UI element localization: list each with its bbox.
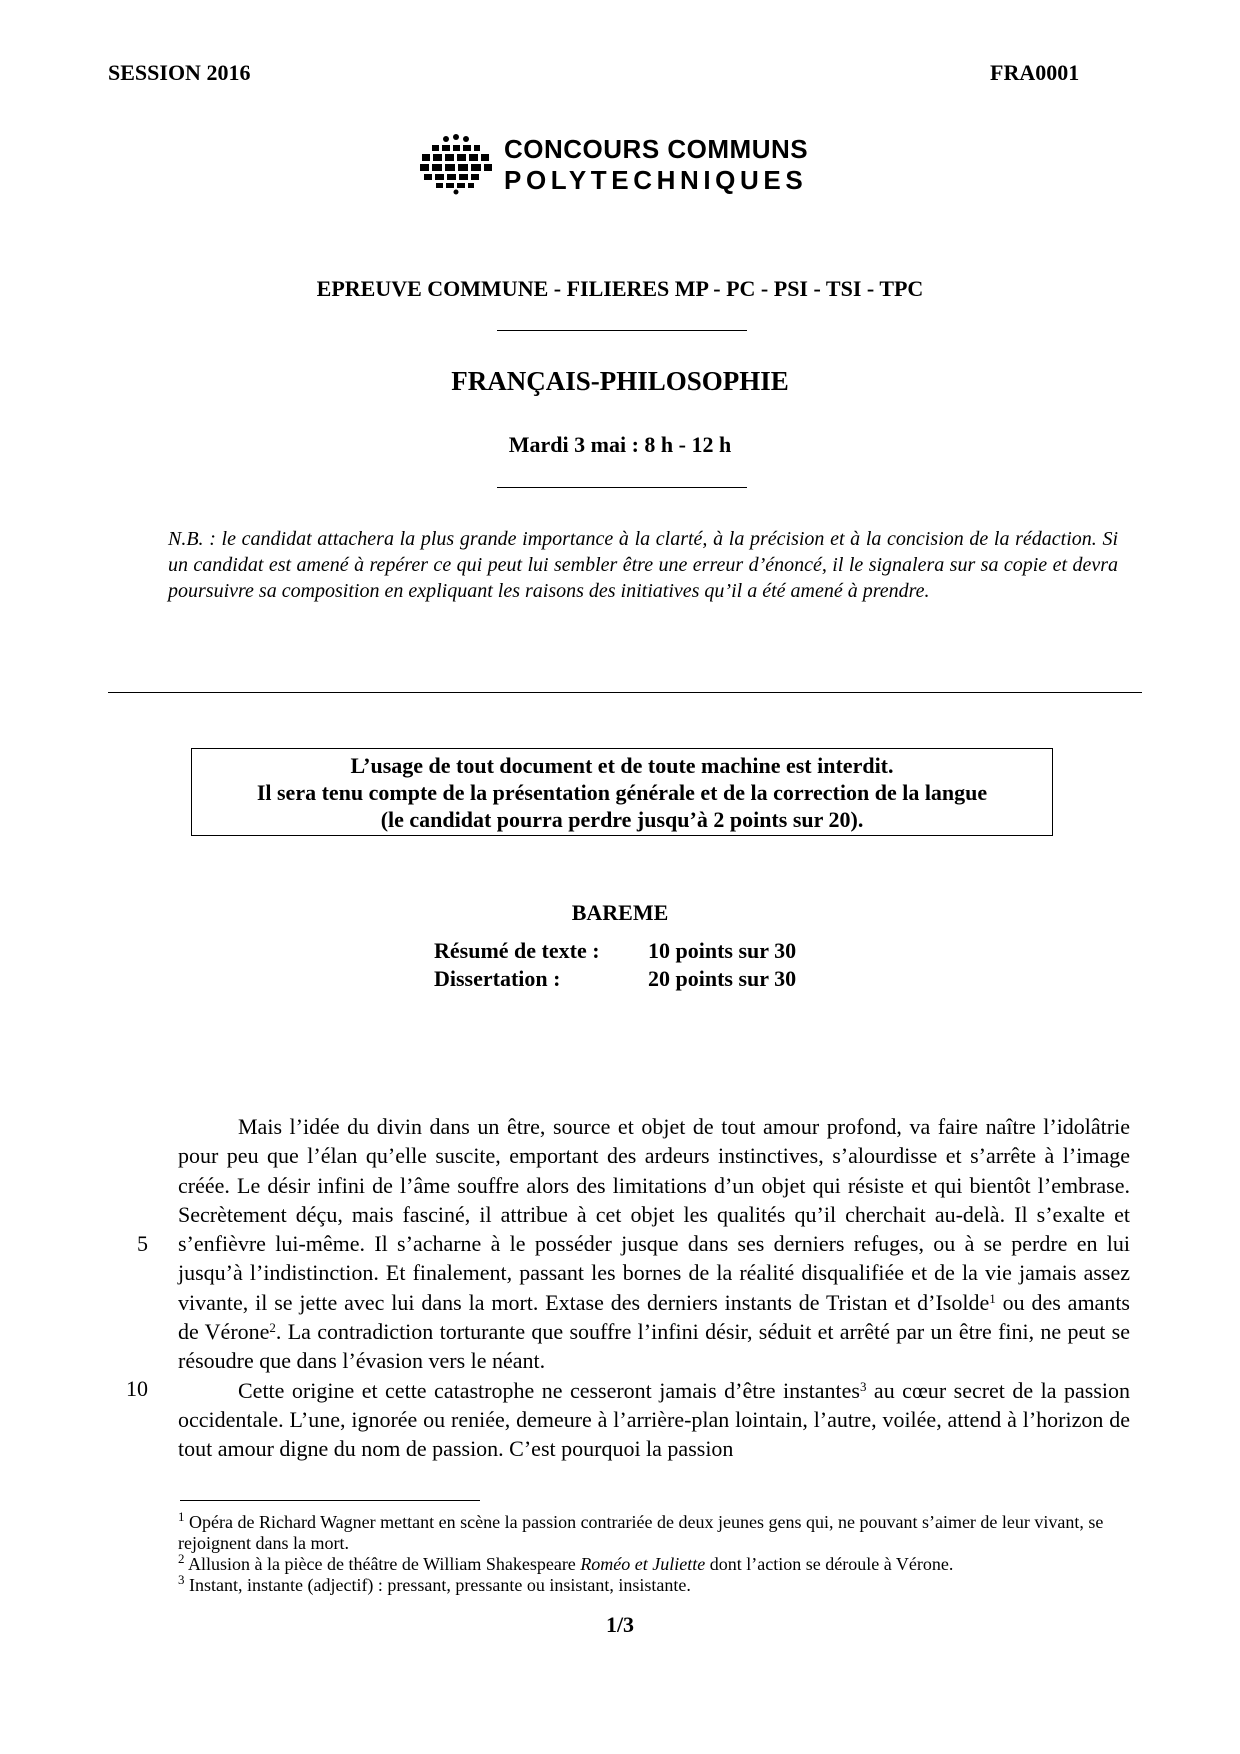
exam-date: Mardi 3 mai : 8 h - 12 h <box>508 432 732 457</box>
paragraph-1-part-a: Mais l’idée du divin dans un être, source et objet de tout amour profond, va faire naître l’idolâtrie pour peu que l’élan qu’elle suscite, emportant des ardeurs instinctives, s’alourdisse et s’arrête à l’image créée. Le désir infini de l’âme souffre alors des limitations d’un objet qui résiste et qui bientôt l’embrase. Secrètement déçu, mais fasciné, il attribue à cet objet les qualités qu’il cherchait au-delà. Il s’exalte et s’enfièvre lui-même. Il s’acharne à le posséder jusque dans ses derniers refuges, ou à se perdre en lui jusqu’à l’indistinction. Et finalement, passant les bornes de la réalité disqualifiée et de la vie jamais assez vivante, il se jette avec lui dans la mort. Extase des derniers instants de Tristan et d’Isolde <box>178 1114 1130 1315</box>
footnote-ref-1: 1 <box>989 1290 996 1306</box>
nb-instructions: N.B. : le candidat attachera la plus grande importance à la clarté, à la précision et à la concision de la rédaction. Si un candidat est amené à repérer ce qui peut lui sembler être une erreur d’énoncé, il le signalera sur sa copie et devra poursuivre sa composition en expliquant les raisons des initiatives qu’il a été amené à prendre. <box>168 528 1118 602</box>
paragraph-1-part-b: ou des amants de Vérone <box>178 1289 1130 1345</box>
paragraph-1-part-c: . La contradiction torturante que souffre l’infini désir, séduit et arrêté par un être fini, ne peut se résoudre que dans l’évasion vers le néant. <box>178 1319 1130 1374</box>
paragraph-1 <box>178 1112 1130 1376</box>
exam-code: FRA0001 <box>990 60 1080 85</box>
footnote-2-number: 2 <box>178 1551 185 1566</box>
bareme-label-resume: Résumé de texte : <box>434 938 600 963</box>
bareme-value-dissertation: 20 points sur 30 <box>648 966 797 991</box>
footnote-1 <box>178 1509 1130 1554</box>
footnote-2 <box>178 1551 1130 1575</box>
footnote-2-text-before: Allusion à la pièce de théâtre de William Shakespeare <box>184 1554 581 1574</box>
logo-icon <box>418 131 494 195</box>
rules-box <box>191 748 1053 836</box>
footnote-2-title: Roméo et Juliette <box>580 1554 706 1574</box>
footnotes <box>178 1509 1130 1596</box>
line-number-5: 5 <box>137 1231 148 1256</box>
paragraph-2-part-a: Cette origine et cette catastrophe ne cesseront jamais d’être instantes <box>238 1377 860 1403</box>
epreuve-title: EPREUVE COMMUNE - FILIERES MP - PC - PSI - TSI - TPC <box>316 276 924 301</box>
footnote-ref-3: 3 <box>859 1378 867 1394</box>
footnote-3 <box>178 1572 1130 1596</box>
logo-line1: CONCOURS COMMUNS <box>504 134 809 164</box>
line-number-10: 10 <box>126 1376 148 1401</box>
rules-line-1: L’usage de tout document et de toute machine est interdit. <box>350 753 894 778</box>
divider-bottom <box>497 487 747 488</box>
paragraph-2-part-b: au cœur secret de la passion occidentale. L’une, ignorée ou reniée, demeure à l’arrière-plan lointain, l’autre, voilée, attend à l’horizon de tout amour digne du nom de passion. C’est pourquoi la passion <box>178 1377 1131 1462</box>
logo-line2: POLYTECHNIQUES <box>504 165 808 195</box>
footnote-1-number: 1 <box>178 1509 185 1524</box>
footnote-3-number: 3 <box>178 1572 185 1587</box>
paragraph-2 <box>178 1376 1130 1464</box>
bareme-title: BAREME <box>571 900 669 925</box>
subject-title: FRANÇAIS-PHILOSOPHIE <box>451 366 789 396</box>
footnote-ref-2: 2 <box>269 1320 276 1336</box>
rules-line-3: (le candidat pourra perdre jusqu’à 2 points sur 20). <box>380 807 864 832</box>
section-divider <box>108 692 1142 693</box>
footnote-3-text: Instant, instante (adjectif) : pressant, pressante ou insistant, insistante. <box>184 1575 691 1595</box>
bareme-label-dissertation: Dissertation : <box>434 966 561 991</box>
session-label: SESSION 2016 <box>108 60 251 85</box>
footnote-divider <box>180 1500 480 1501</box>
text-excerpt <box>178 1112 1130 1464</box>
footnote-2-text-after: dont l’action se déroule à Vérone. <box>705 1554 954 1574</box>
footnote-1-text: Opéra de Richard Wagner mettant en scène la passion contrariée de deux jeunes gens qui, ne pouvant s’aimer de leur vivant, se rejoignent dans la mort. <box>178 1512 1104 1553</box>
rules-line-2: Il sera tenu compte de la présentation générale et de la correction de la langue <box>256 780 988 805</box>
bareme-value-resume: 10 points sur 30 <box>648 938 797 963</box>
page-number: 1/3 <box>605 1612 635 1637</box>
divider-top <box>497 330 747 331</box>
